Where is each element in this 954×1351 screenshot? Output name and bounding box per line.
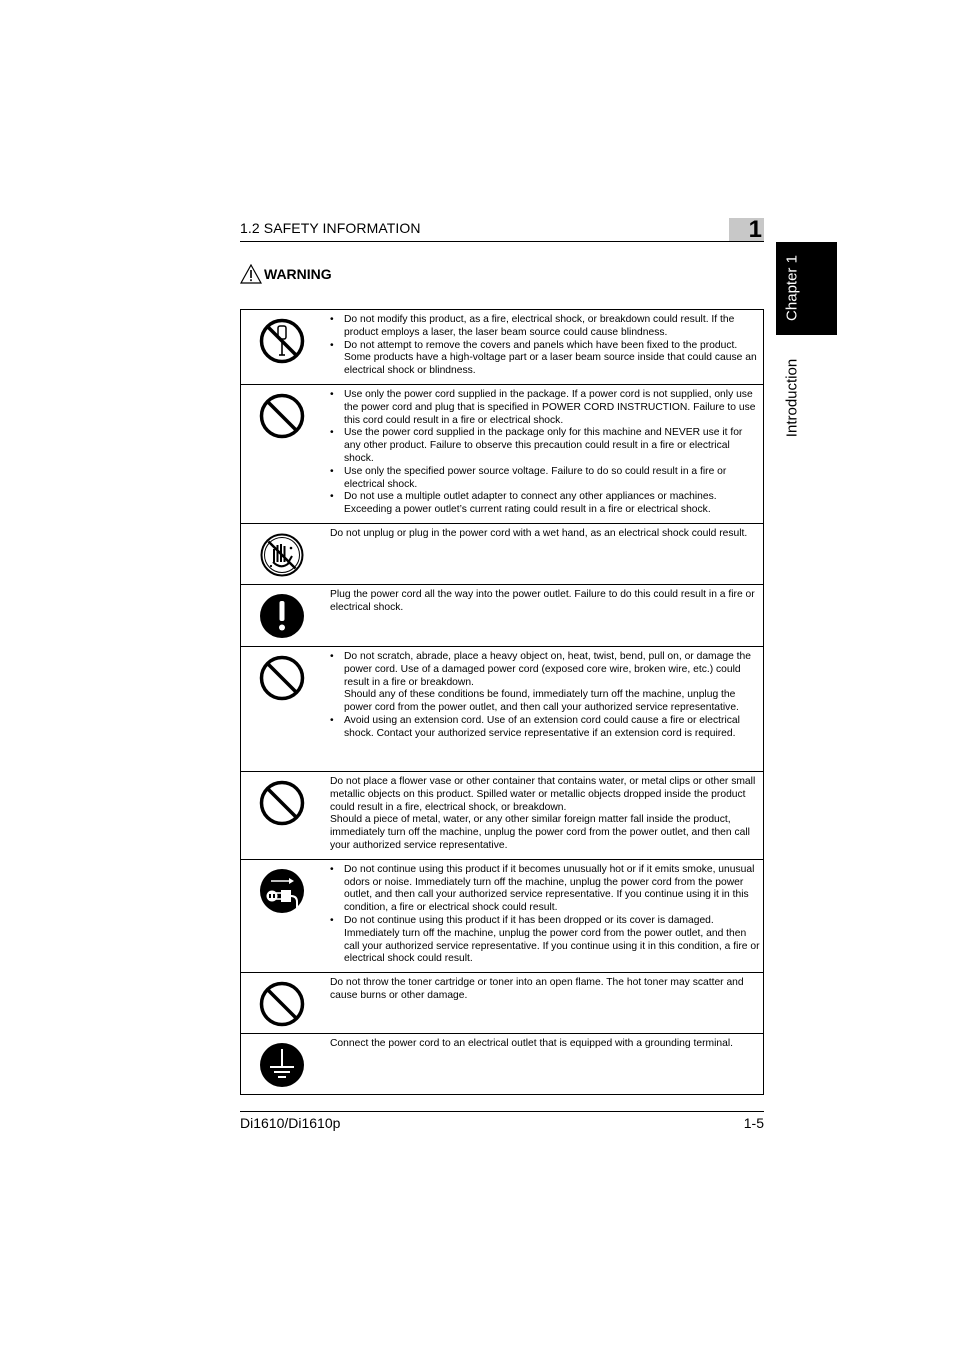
warning-row [241, 384, 764, 523]
warning-bullet-item [330, 314, 760, 340]
warning-text-cell [323, 384, 764, 523]
warning-paragraph: Should a piece of metal, water, or any other similar foreign matter fall inside the product, immediately turn off the machine, unplug the power cord from the power outlet, and then call your authorized service representative. [330, 814, 750, 851]
section-title: 1.2 SAFETY INFORMATION [240, 220, 421, 236]
prohibited-icon [241, 385, 323, 439]
warning-row [241, 310, 764, 385]
warning-row [241, 646, 764, 771]
warning-bullet-item [330, 715, 760, 741]
warning-bullet-text: • Do not use a multiple outlet adapter to connect any other appliances or machines. Exceeding a power outlet’s current rating could result in a fire or electrical shock. [344, 491, 717, 516]
warning-bullet-text: • Use only the specified power source voltage. Failure to do so could result in a fire or electrical shock. [344, 465, 727, 490]
footer-page-number: 1-5 [743, 1115, 764, 1131]
unplug-icon [241, 860, 323, 914]
warning-heading [240, 264, 332, 284]
warning-row [241, 584, 764, 646]
warning-icon-cell [241, 973, 324, 1034]
warning-row [241, 523, 764, 584]
warning-icon-cell [241, 310, 324, 385]
warning-row [241, 1034, 764, 1095]
warning-label: WARNING [264, 266, 332, 282]
ground-icon [241, 1034, 323, 1088]
warning-icon-cell [241, 384, 324, 523]
no-disassemble-icon [241, 310, 323, 364]
chapter-number: 1 [748, 216, 762, 243]
warning-bullet-text: Should any of these conditions be found, immediately turn off the machine, unplug the power cord from the power outlet, and then call your authorized service representative. [344, 689, 739, 714]
warning-paragraph: Do not place a flower vase or other container that contains water, or metal clips or other small metallic objects on this product. Spilled water or metallic objects dropped inside the product could result in a fire, electrical shock, or breakdown. [330, 775, 756, 813]
warning-bullet-item [330, 915, 760, 966]
warning-paragraph: Plug the power cord all the way into the power outlet. Failure to do this could result in a fire or electrical shock. [330, 588, 755, 613]
warning-bullet-item [330, 491, 760, 517]
warning-bullet-list [330, 651, 760, 741]
warning-bullet-text: • Do not continue using this product if it has been dropped or its cover is damaged. Immediately turn off the machine, unplug the power cord from the power outlet, and then call your authorized service representative. If you continue using it in this condition, a fire or electrical shock could result. [344, 914, 760, 965]
warning-triangle-icon [240, 264, 262, 284]
warning-bullet-text: • Use the power cord supplied in the package only for this machine and NEVER use it for any other product. Failure to observe this precaution could result in a fire or electrical shock. [344, 427, 743, 464]
footer-rule [240, 1111, 764, 1112]
warning-icon-cell [241, 771, 324, 859]
warning-text-cell [323, 973, 764, 1034]
prohibited-icon [241, 973, 323, 1027]
side-tab-chapter-label: Chapter 1 [783, 255, 801, 321]
warning-bullet-item [330, 427, 760, 465]
warning-text-cell [323, 523, 764, 584]
warning-bullet-item [330, 466, 760, 492]
warning-bullet-list [330, 314, 760, 378]
warning-bullet-text: • Use only the power cord supplied in the package. If a power cord is not supplied, only use the power cord and plug that is specified in POWER CORD INSTRUCTION. Failure to use this cord could result in a fire or electrical shock. [344, 388, 756, 426]
warning-row [241, 859, 764, 972]
warning-table [240, 309, 764, 1095]
warning-icon-cell [241, 523, 324, 584]
warning-bullet-text: • Do not scratch, abrade, place a heavy object on, heat, twist, bend, pull on, or damage the power cord. Use of a damaged power cord (exposed core wire, broken wire, etc.) could result in a fire or breakdown. [344, 650, 751, 688]
warning-text-cell [323, 310, 764, 385]
footer-model: Di1610/Di1610p [240, 1115, 341, 1131]
warning-paragraph: Connect the power cord to an electrical outlet that is equipped with a grounding terminal. [330, 1038, 733, 1050]
warning-icon-cell [241, 1034, 324, 1095]
warning-bullet-item [330, 864, 760, 915]
no-wet-hands-icon [241, 524, 323, 578]
chapter-number-box [729, 218, 764, 241]
warning-bullet-item [330, 651, 760, 715]
warning-text-cell [323, 859, 764, 972]
warning-bullet-text: • Avoid using an extension cord. Use of an extension cord could cause a fire or electrical shock. Contact your authorized service representative if an extension cord is required. [344, 714, 740, 739]
header-rule [240, 241, 764, 242]
warning-icon-cell [241, 859, 324, 972]
warning-bullet-list [330, 389, 760, 517]
warning-bullet-text: • Do not continue using this product if it becomes unusually hot or if it emits smoke, unusual odors or noise. Immediately turn off the machine, unplug the power cord from the power outlet, and then call your authorized service representative. If you continue using it in this condition, a fire or electrical shock could result. [344, 863, 755, 914]
warning-row [241, 771, 764, 859]
warning-bullet-item [330, 340, 760, 378]
warning-bullet-text: • Do not modify this product, as a fire, electrical shock, or breakdown could result. If the product employs a laser, the laser beam source could cause blindness. [344, 314, 735, 338]
mandatory-action-icon [241, 585, 323, 639]
warning-icon-cell [241, 584, 324, 646]
warning-text-cell [323, 771, 764, 859]
warning-text-cell [323, 584, 764, 646]
prohibited-icon [241, 772, 323, 826]
prohibited-icon [241, 647, 323, 701]
warning-text-cell [323, 1034, 764, 1095]
warning-row [241, 973, 764, 1034]
warning-bullet-list [330, 864, 760, 966]
warning-bullet-text: • Do not attempt to remove the covers and panels which have been fixed to the product. Some products have a high-voltage part or a laser beam source inside that could cause an electrical shock or blindness. [344, 339, 757, 377]
warning-text-cell [323, 646, 764, 771]
side-tab-section-label: Introduction [783, 358, 801, 438]
warning-paragraph: Do not unplug or plug in the power cord with a wet hand, as an electrical shock could result. [330, 527, 748, 539]
warning-bullet-item [330, 389, 760, 427]
warning-paragraph: Do not throw the toner cartridge or toner into an open flame. The hot toner may scatter and cause burns or other damage. [330, 977, 744, 1001]
warning-icon-cell [241, 646, 324, 771]
